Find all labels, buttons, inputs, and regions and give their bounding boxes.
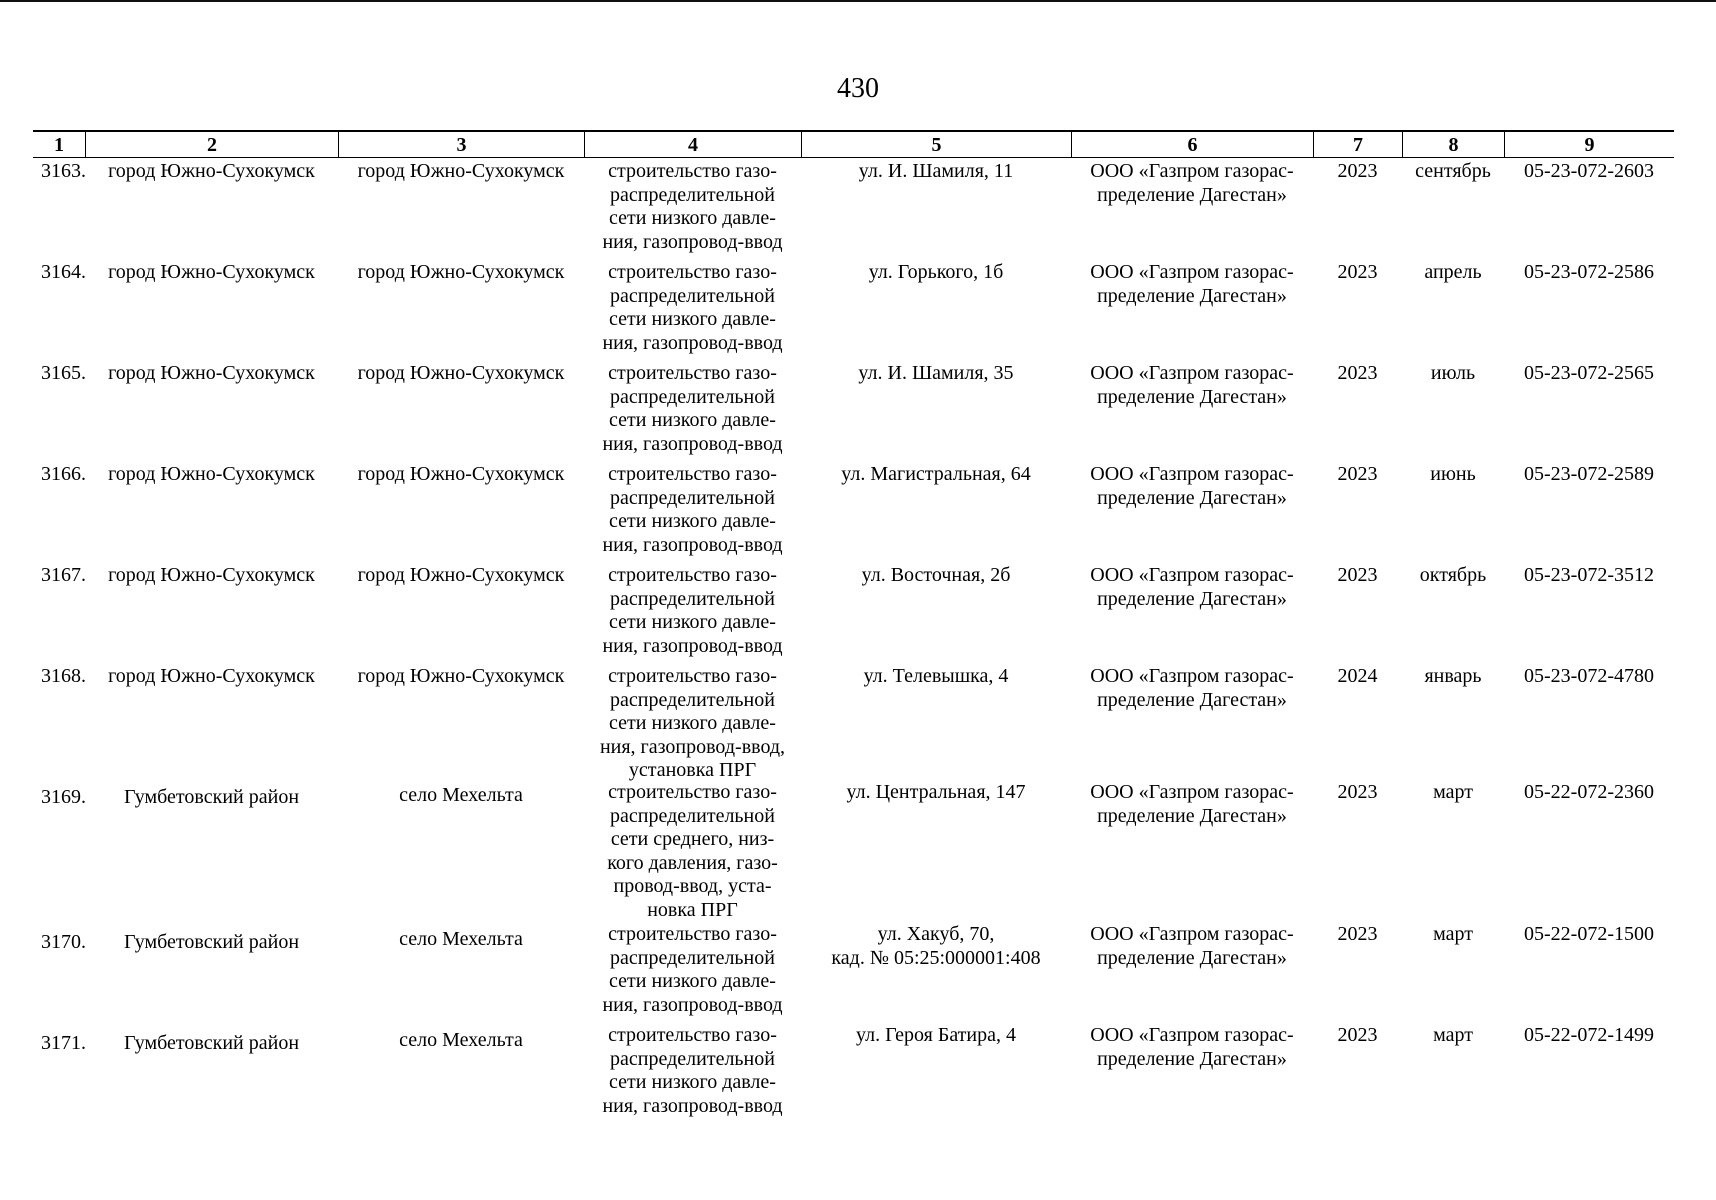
table-row [33,562,1674,663]
cell-address: ул. Горького, 1б [868,261,1004,283]
cell-work: строительство газо- распределительной сети низкого давле- ния, газопровод-ввод [602,463,783,556]
header-col-2: 2 [85,132,338,157]
header-col-1: 1 [54,134,64,156]
header-col-3: 3 [338,132,584,157]
cell-settlement: город Южно-Сухокумск [357,160,565,182]
cell-district: город Южно-Сухокумск [108,362,315,384]
cell-work: строительство газо- распределительной сети низкого давле- ния, газопровод-ввод [602,362,783,455]
cell-org: ООО «Газпром газорас- пределение Дагестан» [1090,463,1294,509]
cell-work: строительство газо- распределительной сети низкого давле- ния, газопровод-ввод, установка ПРГ [599,665,786,781]
cell-num: 3167. [41,564,86,586]
cell-month: сентябрь [1415,160,1491,182]
table-row [33,663,1674,779]
cell-year: 2023 [1337,160,1378,182]
cell-district: Гумбетовский район [123,931,300,953]
cell-settlement: город Южно-Сухокумск [357,362,565,384]
cell-num: 3168. [41,665,86,687]
cell-settlement: село Мехельта [399,784,523,806]
cell-num: 3170. [41,931,86,953]
cell-year: 2023 [1337,261,1378,283]
cell-code: 05-22-072-1499 [1524,1024,1654,1046]
cell-year: 2023 [1337,781,1378,803]
cell-settlement: город Южно-Сухокумск [357,564,565,586]
cell-year: 2023 [1337,923,1378,945]
table-body [33,158,1674,1132]
cell-address: ул. И. Шамиля, 11 [858,160,1014,182]
cell-code: 05-23-072-2589 [1524,463,1654,485]
cell-month: июнь [1430,463,1476,485]
cell-num: 3169. [41,786,86,808]
cell-org: ООО «Газпром газорас- пределение Дагестан» [1090,1024,1294,1070]
cell-settlement: город Южно-Сухокумск [357,261,565,283]
cell-month: март [1433,923,1473,945]
cell-num: 3163. [41,160,86,182]
cell-address: ул. Хакуб, 70, кад. № 05:25:000001:408 [831,923,1041,969]
cell-org: ООО «Газпром газорас- пределение Дагестан» [1090,923,1294,969]
cell-address: ул. Магистральная, 64 [841,463,1031,485]
table-row [33,779,1674,921]
header-col-6: 6 [1071,132,1313,157]
cell-district: Гумбетовский район [123,1032,300,1054]
cell-work: строительство газо- распределительной сети низкого давле- ния, газопровод-ввод [602,1024,783,1117]
data-table [33,130,1674,1132]
cell-district: город Южно-Сухокумск [108,564,315,586]
cell-code: 05-23-072-2565 [1524,362,1654,384]
cell-org: ООО «Газпром газорас- пределение Дагестан» [1090,564,1294,610]
cell-code: 05-22-072-2360 [1524,781,1654,803]
table-row [33,921,1674,1022]
cell-address: ул. Центральная, 147 [846,781,1026,803]
cell-code: 05-23-072-3512 [1524,564,1654,586]
table-row [33,360,1674,461]
cell-num: 3164. [41,261,86,283]
cell-org: ООО «Газпром газорас- пределение Дагестан» [1090,362,1294,408]
cell-work: строительство газо- распределительной сети низкого давле- ния, газопровод-ввод [602,261,783,354]
cell-work: строительство газо- распределительной сети низкого давле- ния, газопровод-ввод [602,923,783,1016]
cell-address: ул. И. Шамиля, 35 [858,362,1014,384]
cell-year: 2024 [1337,665,1378,687]
cell-district: город Южно-Сухокумск [108,463,315,485]
cell-month: октябрь [1419,564,1487,586]
page-number: 430 [837,73,879,104]
cell-num: 3165. [41,362,86,384]
cell-year: 2023 [1337,564,1378,586]
cell-num: 3171. [41,1032,86,1054]
cell-month: март [1433,781,1473,803]
header-col-5: 5 [801,132,1071,157]
header-col-9: 9 [1504,132,1674,157]
cell-month: март [1433,1024,1473,1046]
cell-district: Гумбетовский район [123,786,300,808]
cell-settlement: город Южно-Сухокумск [357,463,565,485]
cell-district: город Южно-Сухокумск [108,665,315,687]
cell-org: ООО «Газпром газорас- пределение Дагестан» [1090,160,1294,206]
table-row [33,158,1674,259]
cell-code: 05-23-072-2586 [1524,261,1654,283]
header-col-4: 4 [584,132,801,157]
cell-code: 05-23-072-4780 [1524,665,1654,687]
cell-year: 2023 [1337,362,1378,384]
cell-district: город Южно-Сухокумск [108,261,315,283]
cell-year: 2023 [1337,1024,1378,1046]
cell-address: ул. Телевышка, 4 [863,665,1009,687]
cell-year: 2023 [1337,463,1378,485]
cell-code: 05-22-072-1500 [1524,923,1654,945]
cell-settlement: город Южно-Сухокумск [357,665,565,687]
cell-settlement: село Мехельта [399,1029,523,1051]
cell-month: июль [1430,362,1476,384]
cell-org: ООО «Газпром газорас- пределение Дагестан» [1090,665,1294,711]
scan-top-edge [0,0,1716,2]
cell-num: 3166. [41,463,86,485]
cell-district: город Южно-Сухокумск [108,160,315,182]
header-col-7: 7 [1313,132,1402,157]
cell-address: ул. Восточная, 2б [861,564,1011,586]
table-row [33,1022,1674,1132]
cell-month: апрель [1424,261,1482,283]
cell-work: строительство газо- распределительной сети низкого давле- ния, газопровод-ввод [602,160,783,253]
table-row [33,461,1674,562]
cell-org: ООО «Газпром газорас- пределение Дагестан» [1090,261,1294,307]
table-header [33,130,1674,158]
table-row [33,259,1674,360]
cell-settlement: село Мехельта [399,928,523,950]
cell-work: строительство газо- распределительной сети низкого давле- ния, газопровод-ввод [602,564,783,657]
cell-work: строительство газо- распределительной сети среднего, низ- кого давления, газо- провод-ввод, уста- новка ПРГ [607,781,778,921]
cell-code: 05-23-072-2603 [1524,160,1654,182]
cell-month: январь [1424,665,1482,687]
cell-org: ООО «Газпром газорас- пределение Дагестан» [1090,781,1294,827]
header-col-8: 8 [1402,132,1504,157]
cell-address: ул. Героя Батира, 4 [856,1024,1016,1046]
